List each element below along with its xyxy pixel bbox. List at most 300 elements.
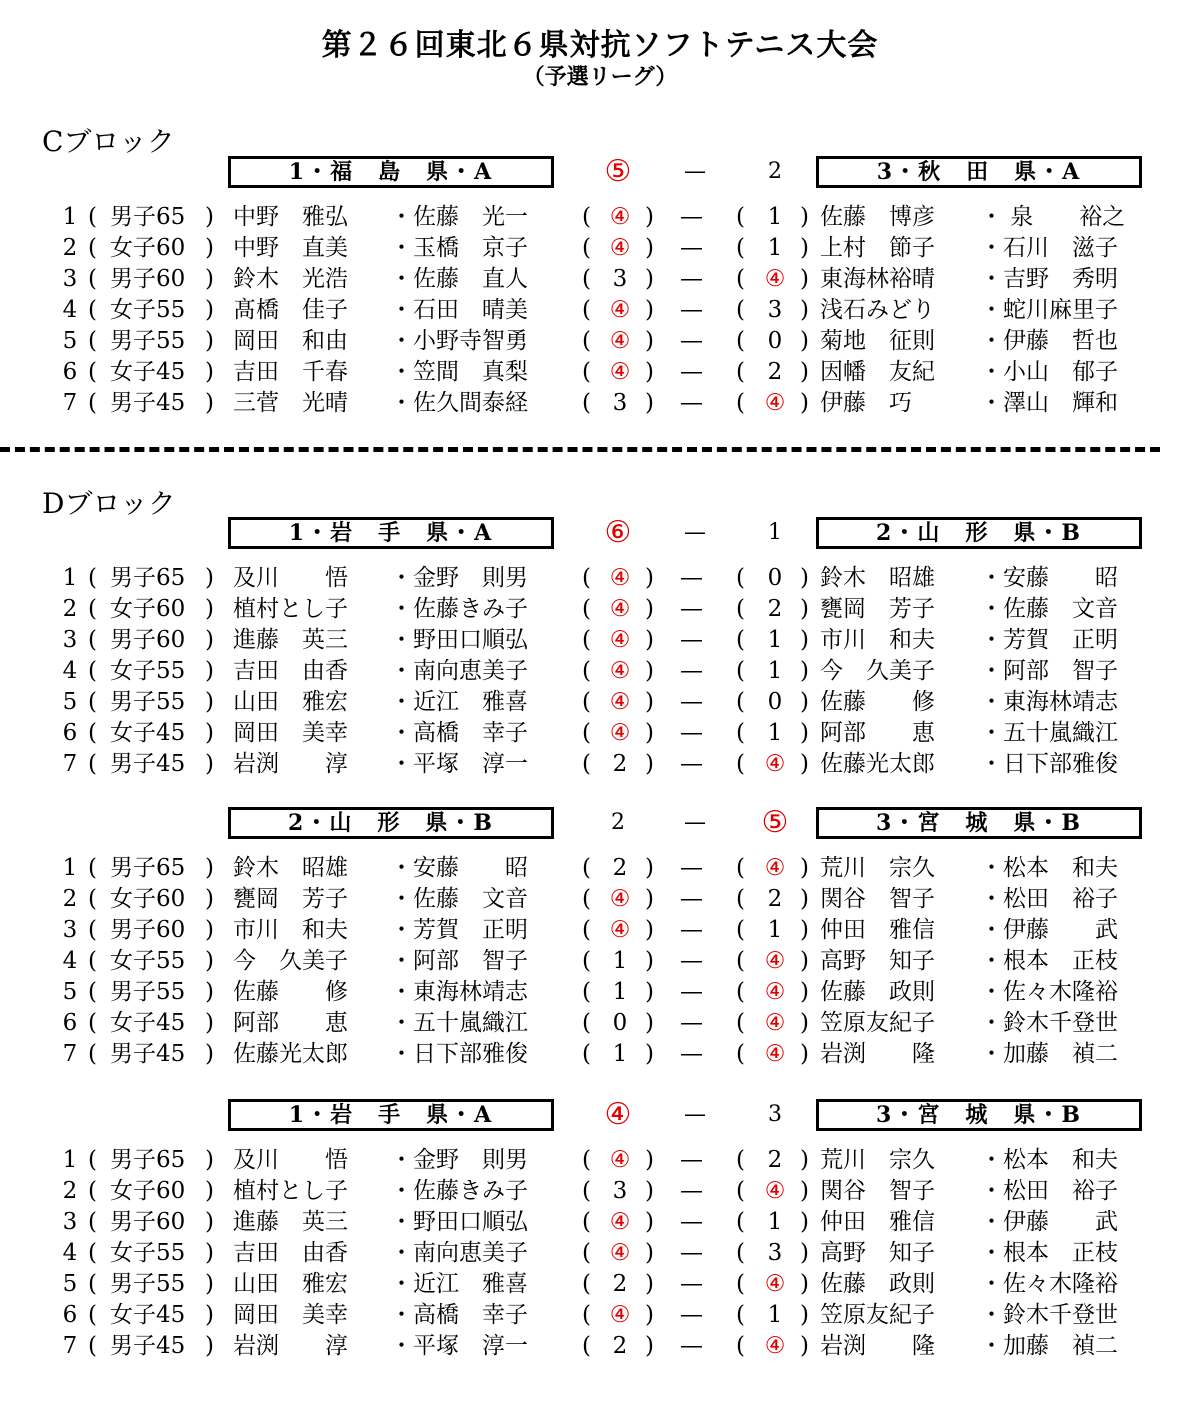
paren-open: ( — [582, 266, 591, 292]
team-left-score: 2 — [611, 810, 625, 835]
right-game-score: 1 — [767, 1209, 783, 1235]
left-player-1: 岩渕 淳 — [233, 751, 348, 777]
paren-open: ( — [736, 627, 745, 653]
game-category: 男子45 — [110, 1333, 186, 1359]
left-player-2: ・玉橋 京子 — [390, 235, 528, 261]
left-player-1: 阿部 恵 — [233, 1010, 348, 1036]
game-dash: — — [680, 886, 703, 912]
paren-close: ) — [800, 596, 809, 622]
game-number: 3 — [62, 1209, 78, 1235]
paren-open: ( — [582, 979, 591, 1005]
paren-close: ) — [205, 1302, 214, 1328]
game-category: 男子55 — [110, 328, 186, 354]
right-game-score: 1 — [767, 627, 783, 653]
team-right-score: 3 — [768, 1102, 782, 1127]
paren-open: ( — [88, 266, 97, 292]
left-game-score: 2 — [612, 751, 628, 777]
game-dash: — — [680, 720, 703, 746]
match-d-2 — [0, 807, 1200, 1067]
game-category: 男子55 — [110, 1271, 186, 1297]
paren-open: ( — [736, 204, 745, 230]
left-game-score: ④ — [609, 359, 631, 385]
game-number: 2 — [62, 1178, 78, 1204]
paren-close: ) — [645, 1178, 654, 1204]
paren-open: ( — [88, 917, 97, 943]
paren-open: ( — [88, 235, 97, 261]
paren-close: ) — [800, 1271, 809, 1297]
right-player-1: 佐藤光太郎 — [820, 751, 935, 777]
paren-open: ( — [88, 1302, 97, 1328]
paren-open: ( — [582, 1302, 591, 1328]
game-row — [0, 1331, 1200, 1362]
left-player-2: ・佐藤きみ子 — [390, 1178, 528, 1204]
right-player-2: ・石川 滋子 — [980, 235, 1118, 261]
right-player-1: 佐藤 博彦 — [820, 204, 935, 230]
game-category: 男子65 — [110, 204, 186, 230]
paren-close: ) — [645, 359, 654, 385]
paren-open: ( — [736, 948, 745, 974]
right-player-2: ・佐藤 文音 — [980, 596, 1118, 622]
left-player-1: 鈴木 光浩 — [233, 266, 348, 292]
paren-open: ( — [582, 596, 591, 622]
right-player-1: 笠原友紀子 — [820, 1010, 935, 1036]
paren-open: ( — [736, 689, 745, 715]
paren-close: ) — [800, 1041, 809, 1067]
right-player-1: 関谷 智子 — [820, 1178, 935, 1204]
right-player-2: ・吉野 秀明 — [980, 266, 1118, 292]
paren-open: ( — [88, 689, 97, 715]
game-category: 男子45 — [110, 751, 186, 777]
paren-close: ) — [645, 204, 654, 230]
right-game-score: ④ — [764, 1271, 786, 1297]
paren-open: ( — [736, 235, 745, 261]
right-player-2: ・松本 和夫 — [980, 855, 1118, 881]
paren-open: ( — [582, 751, 591, 777]
paren-close: ) — [645, 979, 654, 1005]
block-label-c: Cブロック — [42, 125, 175, 158]
game-dash: — — [680, 297, 703, 323]
right-player-1: 仲田 雅信 — [820, 917, 935, 943]
page-title: 第２６回東北６県対抗ソフトテニス大会 — [321, 28, 879, 63]
paren-close: ) — [800, 627, 809, 653]
game-row — [0, 1207, 1200, 1238]
game-row — [0, 853, 1200, 884]
right-game-score: 0 — [767, 689, 783, 715]
left-player-1: 中野 雅弘 — [233, 204, 348, 230]
paren-close: ) — [205, 1147, 214, 1173]
game-number: 1 — [62, 204, 78, 230]
game-number: 4 — [62, 1240, 78, 1266]
game-dash: — — [680, 948, 703, 974]
paren-close: ) — [800, 1209, 809, 1235]
right-game-score: ④ — [764, 1041, 786, 1067]
game-category: 男子55 — [110, 979, 186, 1005]
game-number: 6 — [62, 359, 78, 385]
game-category: 男子65 — [110, 855, 186, 881]
game-number: 7 — [62, 1041, 78, 1067]
game-dash: — — [680, 390, 703, 416]
paren-close: ) — [645, 390, 654, 416]
paren-close: ) — [205, 1178, 214, 1204]
paren-open: ( — [736, 359, 745, 385]
paren-open: ( — [736, 1209, 745, 1235]
game-row — [0, 1176, 1200, 1207]
right-player-2: ・根本 正枝 — [980, 948, 1118, 974]
game-number: 4 — [62, 658, 78, 684]
game-dash: — — [680, 979, 703, 1005]
paren-open: ( — [736, 565, 745, 591]
paren-open: ( — [88, 297, 97, 323]
paren-open: ( — [582, 235, 591, 261]
right-player-2: ・根本 正枝 — [980, 1240, 1118, 1266]
game-row — [0, 946, 1200, 977]
paren-open: ( — [88, 390, 97, 416]
paren-close: ) — [205, 751, 214, 777]
game-dash: — — [680, 1333, 703, 1359]
right-player-2: ・佐々木隆裕 — [980, 1271, 1118, 1297]
game-row — [0, 625, 1200, 656]
paren-close: ) — [800, 751, 809, 777]
right-player-1: 阿部 恵 — [820, 720, 935, 746]
paren-open: ( — [88, 204, 97, 230]
game-dash: — — [680, 1302, 703, 1328]
paren-close: ) — [205, 886, 214, 912]
right-game-score: 2 — [767, 886, 783, 912]
right-player-1: 関谷 智子 — [820, 886, 935, 912]
paren-close: ) — [645, 948, 654, 974]
paren-close: ) — [205, 266, 214, 292]
right-player-1: 笠原友紀子 — [820, 1302, 935, 1328]
paren-open: ( — [88, 359, 97, 385]
right-game-score: 1 — [767, 658, 783, 684]
paren-close: ) — [800, 266, 809, 292]
game-row — [0, 1300, 1200, 1331]
left-player-2: ・南向恵美子 — [390, 1240, 528, 1266]
paren-close: ) — [645, 1010, 654, 1036]
paren-close: ) — [205, 1010, 214, 1036]
paren-open: ( — [582, 204, 591, 230]
game-row — [0, 264, 1200, 295]
paren-close: ) — [800, 1010, 809, 1036]
paren-close: ) — [645, 917, 654, 943]
paren-open: ( — [582, 1271, 591, 1297]
left-game-score: ④ — [609, 328, 631, 354]
paren-open: ( — [582, 1209, 591, 1235]
paren-open: ( — [88, 886, 97, 912]
paren-close: ) — [800, 297, 809, 323]
right-player-2: ・佐々木隆裕 — [980, 979, 1118, 1005]
right-player-2: ・伊藤 武 — [980, 917, 1118, 943]
paren-close: ) — [205, 390, 214, 416]
right-player-2: ・阿部 智子 — [980, 658, 1118, 684]
paren-close: ) — [800, 979, 809, 1005]
paren-close: ) — [800, 390, 809, 416]
game-row — [0, 295, 1200, 326]
team-left-name: 2・山 形 県・B — [228, 807, 554, 839]
game-dash: — — [680, 689, 703, 715]
paren-open: ( — [582, 855, 591, 881]
paren-close: ) — [205, 235, 214, 261]
paren-close: ) — [800, 204, 809, 230]
team-left-score: ⑥ — [604, 515, 632, 550]
left-player-2: ・佐藤 直人 — [390, 266, 528, 292]
right-player-1: 今 久美子 — [820, 658, 935, 684]
right-game-score: 2 — [767, 596, 783, 622]
right-game-score: ④ — [764, 855, 786, 881]
right-player-1: 甕岡 芳子 — [820, 596, 935, 622]
paren-close: ) — [800, 917, 809, 943]
left-game-score: ④ — [609, 1147, 631, 1173]
game-row — [0, 687, 1200, 718]
right-player-1: 因幡 友紀 — [820, 359, 935, 385]
paren-close: ) — [800, 689, 809, 715]
team-left-name: 1・福 島 県・A — [228, 156, 554, 188]
left-player-2: ・金野 則男 — [390, 1147, 528, 1173]
paren-open: ( — [736, 1041, 745, 1067]
paren-open: ( — [88, 979, 97, 1005]
game-dash: — — [680, 266, 703, 292]
left-game-score: ④ — [609, 886, 631, 912]
left-player-2: ・佐藤 文音 — [390, 886, 528, 912]
game-dash: — — [680, 855, 703, 881]
game-row — [0, 357, 1200, 388]
game-category: 女子60 — [110, 886, 186, 912]
game-row — [0, 202, 1200, 233]
paren-open: ( — [88, 1209, 97, 1235]
left-game-score: ④ — [609, 689, 631, 715]
right-player-2: ・松本 和夫 — [980, 1147, 1118, 1173]
team-left-score: ④ — [604, 1097, 632, 1132]
game-number: 7 — [62, 751, 78, 777]
right-player-2: ・鈴木千登世 — [980, 1010, 1118, 1036]
match-d-1 — [0, 517, 1200, 777]
left-game-score: 2 — [612, 1333, 628, 1359]
game-number: 1 — [62, 1147, 78, 1173]
paren-open: ( — [736, 886, 745, 912]
paren-close: ) — [645, 266, 654, 292]
game-row — [0, 1145, 1200, 1176]
paren-open: ( — [88, 1271, 97, 1297]
paren-close: ) — [205, 917, 214, 943]
paren-close: ) — [645, 658, 654, 684]
paren-open: ( — [88, 855, 97, 881]
left-player-1: 吉田 千春 — [233, 359, 348, 385]
game-category: 女子45 — [110, 359, 186, 385]
left-player-2: ・芳賀 正明 — [390, 917, 528, 943]
left-player-2: ・阿部 智子 — [390, 948, 528, 974]
paren-close: ) — [205, 720, 214, 746]
paren-close: ) — [800, 235, 809, 261]
game-row — [0, 1039, 1200, 1070]
paren-close: ) — [205, 627, 214, 653]
paren-open: ( — [736, 1333, 745, 1359]
left-player-2: ・平塚 淳一 — [390, 1333, 528, 1359]
game-row — [0, 1008, 1200, 1039]
game-category: 男子60 — [110, 627, 186, 653]
right-player-2: ・芳賀 正明 — [980, 627, 1118, 653]
game-dash: — — [680, 204, 703, 230]
paren-close: ) — [800, 565, 809, 591]
right-player-1: 岩渕 隆 — [820, 1041, 935, 1067]
paren-close: ) — [205, 1240, 214, 1266]
team-score-dash: — — [684, 159, 706, 184]
paren-close: ) — [645, 1209, 654, 1235]
right-player-2: ・松田 裕子 — [980, 1178, 1118, 1204]
right-player-2: ・松田 裕子 — [980, 886, 1118, 912]
game-category: 男子60 — [110, 1209, 186, 1235]
game-number: 7 — [62, 1333, 78, 1359]
paren-close: ) — [800, 948, 809, 974]
match-d-3 — [0, 1099, 1200, 1359]
paren-close: ) — [645, 855, 654, 881]
paren-close: ) — [645, 1240, 654, 1266]
right-player-2: ・蛇川麻里子 — [980, 297, 1118, 323]
team-right-score: ⑤ — [761, 805, 789, 840]
left-game-score: ④ — [609, 1209, 631, 1235]
game-number: 3 — [62, 266, 78, 292]
left-player-2: ・野田口順弘 — [390, 627, 528, 653]
left-player-2: ・佐藤 光一 — [390, 204, 528, 230]
right-game-score: 2 — [767, 1147, 783, 1173]
paren-open: ( — [736, 1271, 745, 1297]
paren-close: ) — [645, 689, 654, 715]
left-game-score: 3 — [612, 1178, 628, 1204]
paren-close: ) — [205, 328, 214, 354]
paren-close: ) — [205, 979, 214, 1005]
right-player-1: 佐藤 修 — [820, 689, 935, 715]
game-number: 2 — [62, 235, 78, 261]
game-dash: — — [680, 565, 703, 591]
right-game-score: ④ — [764, 266, 786, 292]
game-category: 男子55 — [110, 689, 186, 715]
left-game-score: ④ — [609, 627, 631, 653]
left-player-2: ・東海林靖志 — [390, 979, 528, 1005]
team-left-score: ⑤ — [604, 154, 632, 189]
right-game-score: 1 — [767, 1302, 783, 1328]
paren-close: ) — [205, 359, 214, 385]
game-dash: — — [680, 1041, 703, 1067]
team-left-name: 1・岩 手 県・A — [228, 1099, 554, 1131]
game-dash: — — [680, 627, 703, 653]
paren-open: ( — [88, 1333, 97, 1359]
left-player-1: 中野 直美 — [233, 235, 348, 261]
paren-open: ( — [88, 751, 97, 777]
left-player-2: ・南向恵美子 — [390, 658, 528, 684]
left-player-1: 進藤 英三 — [233, 1209, 348, 1235]
game-row — [0, 977, 1200, 1008]
team-right-score: 2 — [768, 159, 782, 184]
paren-close: ) — [800, 1147, 809, 1173]
game-category: 女子55 — [110, 948, 186, 974]
paren-close: ) — [800, 1178, 809, 1204]
paren-open: ( — [736, 328, 745, 354]
paren-open: ( — [582, 886, 591, 912]
paren-close: ) — [205, 855, 214, 881]
game-category: 男子60 — [110, 917, 186, 943]
right-game-score: 1 — [767, 917, 783, 943]
right-player-1: 荒川 宗久 — [820, 855, 935, 881]
right-game-score: ④ — [764, 1333, 786, 1359]
paren-close: ) — [800, 720, 809, 746]
game-category: 男子45 — [110, 390, 186, 416]
paren-close: ) — [645, 886, 654, 912]
left-game-score: ④ — [609, 1240, 631, 1266]
paren-close: ) — [205, 658, 214, 684]
paren-open: ( — [582, 1041, 591, 1067]
paren-open: ( — [88, 720, 97, 746]
paren-open: ( — [736, 1147, 745, 1173]
left-player-1: 市川 和夫 — [233, 917, 348, 943]
paren-open: ( — [582, 1240, 591, 1266]
left-player-1: 山田 雅宏 — [233, 689, 348, 715]
left-player-1: 岩渕 淳 — [233, 1333, 348, 1359]
page-subtitle: （予選リーグ） — [522, 64, 678, 90]
right-player-1: 市川 和夫 — [820, 627, 935, 653]
right-player-1: 鈴木 昭雄 — [820, 565, 935, 591]
right-game-score: ④ — [764, 948, 786, 974]
left-game-score: 2 — [612, 1271, 628, 1297]
right-game-score: 2 — [767, 359, 783, 385]
paren-close: ) — [800, 1333, 809, 1359]
paren-open: ( — [88, 1147, 97, 1173]
right-player-1: 佐藤 政則 — [820, 1271, 935, 1297]
team-right-name: 3・宮 城 県・B — [816, 807, 1142, 839]
team-right-name: 3・秋 田 県・A — [816, 156, 1142, 188]
game-dash: — — [680, 1178, 703, 1204]
paren-open: ( — [88, 328, 97, 354]
left-player-2: ・平塚 淳一 — [390, 751, 528, 777]
game-number: 6 — [62, 1302, 78, 1328]
right-game-score: ④ — [764, 751, 786, 777]
paren-close: ) — [645, 297, 654, 323]
paren-open: ( — [736, 596, 745, 622]
game-number: 5 — [62, 979, 78, 1005]
paren-open: ( — [582, 565, 591, 591]
left-player-1: 及川 悟 — [233, 1147, 348, 1173]
game-number: 3 — [62, 627, 78, 653]
game-category: 男子45 — [110, 1041, 186, 1067]
game-row — [0, 749, 1200, 780]
left-game-score: ④ — [609, 297, 631, 323]
left-player-2: ・佐藤きみ子 — [390, 596, 528, 622]
paren-close: ) — [800, 886, 809, 912]
game-category: 女子55 — [110, 1240, 186, 1266]
right-player-2: ・ 泉 裕之 — [980, 204, 1126, 230]
left-player-1: 岡田 美幸 — [233, 720, 348, 746]
left-game-score: 1 — [612, 1041, 628, 1067]
paren-close: ) — [645, 596, 654, 622]
paren-close: ) — [800, 658, 809, 684]
left-game-score: ④ — [609, 1302, 631, 1328]
game-row — [0, 884, 1200, 915]
paren-open: ( — [88, 948, 97, 974]
paren-close: ) — [205, 948, 214, 974]
right-game-score: ④ — [764, 1178, 786, 1204]
right-game-score: ④ — [764, 1010, 786, 1036]
left-player-2: ・石田 晴美 — [390, 297, 528, 323]
game-number: 5 — [62, 328, 78, 354]
right-game-score: 0 — [767, 328, 783, 354]
paren-open: ( — [582, 359, 591, 385]
game-number: 1 — [62, 565, 78, 591]
right-player-1: 荒川 宗久 — [820, 1147, 935, 1173]
right-player-1: 高野 知子 — [820, 1240, 935, 1266]
left-player-1: 岡田 和由 — [233, 328, 348, 354]
paren-close: ) — [205, 596, 214, 622]
game-category: 女子55 — [110, 297, 186, 323]
paren-open: ( — [582, 948, 591, 974]
left-player-2: ・野田口順弘 — [390, 1209, 528, 1235]
